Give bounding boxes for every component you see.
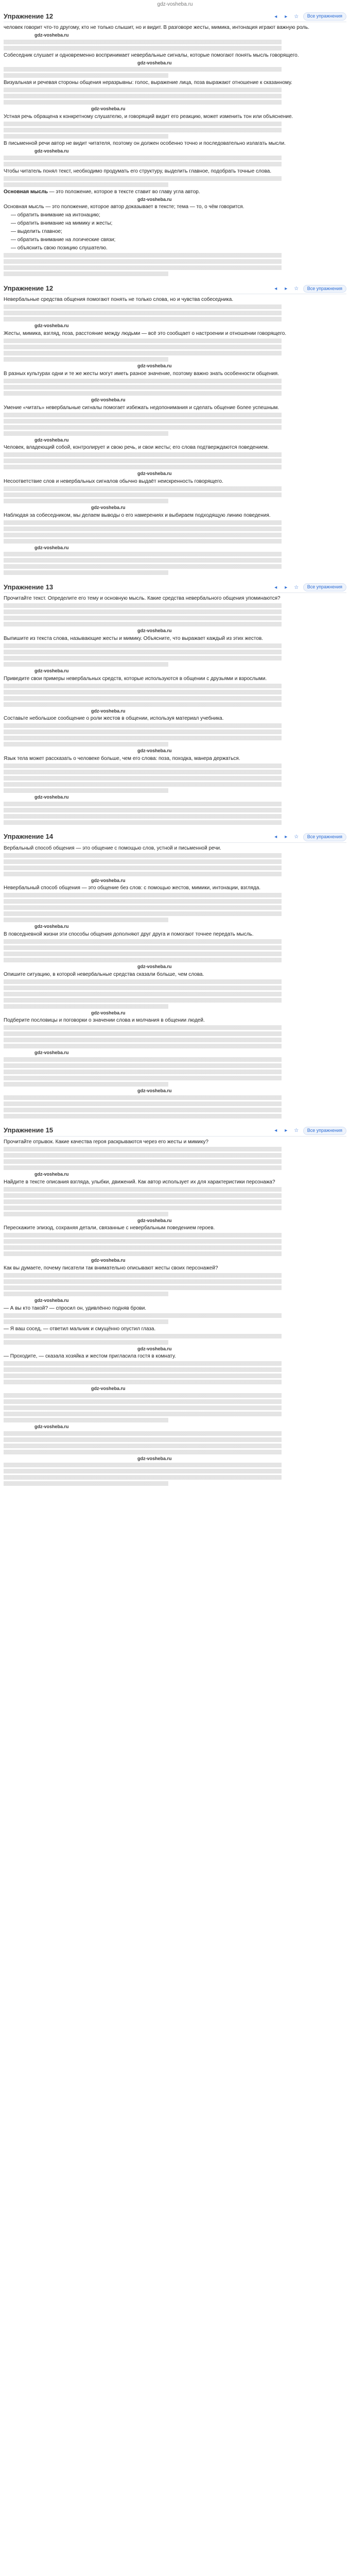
watermark: gdz-vosheba.ru (34, 437, 69, 443)
paragraph: Язык тела может рассказать о человеке больше, чем его слова: поза, походка, манера держаться. (4, 756, 240, 761)
dialogue-line: — А вы кто такой? — спросил он, удивлённо подняв брови. (4, 1305, 147, 1311)
watermark: gdz-vosheba.ru (91, 1258, 126, 1263)
exercise-block (4, 1126, 346, 1486)
paragraph: Невербальные средства общения помогают понять не только слова, но и чувства собеседника. (4, 297, 234, 303)
exercise-text (4, 24, 346, 276)
watermark: gdz-vosheba.ru (91, 1010, 126, 1015)
paragraph: Человек, владеющий собой, контролирует и свою речь, и свои жесты; его слова подтверждаются поведением. (4, 445, 269, 451)
paragraph: Составьте небольшое сообщение о роли жестов в общении, используя материал учебника. (4, 716, 224, 722)
answer-label: Основная мысль (4, 189, 48, 195)
watermark: gdz-vosheba.ru (137, 471, 172, 477)
answer-list (4, 212, 346, 251)
paragraph: Жесты, мимика, взгляд, поза, расстояние между людьми — всё это сообщает о настроении и отношении говорящего. (4, 331, 287, 337)
paragraph: Основная мысль — это положение, которое автор доказывает в тексте; тема — то, о чём говорится. (4, 204, 244, 210)
paragraph: Прочитайте текст. Определите его тему и основную мысль. Какие средства невербального общения упоминаются? (4, 596, 281, 602)
exercise-header (4, 283, 346, 294)
watermark: gdz-vosheba.ru (137, 363, 172, 369)
watermark: gdz-vosheba.ru (137, 628, 172, 634)
exercise-title: Упражнение 13 (4, 583, 54, 591)
exercise-toolbar (272, 285, 346, 293)
prev-arrow-icon[interactable]: ◂ (274, 285, 277, 292)
all-exercises-button[interactable]: Все упражнения (303, 1127, 346, 1135)
all-exercises-button[interactable]: Все упражнения (303, 285, 346, 293)
watermark: gdz-vosheba.ru (91, 877, 126, 883)
paragraph: Вербальный способ общения — это общение с помощью слов, устной и письменной речи. (4, 845, 221, 851)
watermark: gdz-vosheba.ru (91, 106, 126, 112)
watermark: gdz-vosheba.ru (34, 148, 69, 154)
exercise-toolbar (272, 12, 346, 21)
watermark: gdz-vosheba.ru (34, 32, 69, 38)
paragraph: Наблюдая за собеседником, мы делаем выводы о его намерениях и выбираем подходящую линию поведения. (4, 512, 271, 518)
watermark: gdz-vosheba.ru (91, 397, 126, 402)
paragraph: Приведите свои примеры невербальных средств, которые используются в общении с друзьями и взрослыми. (4, 675, 267, 682)
paragraph: Визуальная и речевая стороны общения неразрывны: голос, выражение лица, поза выражают отношение к сказанному. (4, 80, 292, 86)
exercises-page (0, 9, 350, 1486)
all-exercises-button[interactable]: Все упражнения (303, 833, 346, 841)
paragraph: Устная речь обращена к конкретному слушателю, и говорящий видит его реакцию, может изменить тон или объяснение. (4, 114, 293, 120)
prev-arrow-icon[interactable]: ◂ (274, 584, 277, 590)
all-exercises-button[interactable]: Все упражнения (303, 12, 346, 21)
exercise-block (4, 283, 346, 575)
exercise-header (4, 832, 346, 843)
exercise-toolbar (272, 1127, 346, 1135)
paragraph: Собеседник слушает и одновременно воспринимает невербальные сигналы, которые помогают понять мысль говорящего. (4, 52, 299, 58)
prev-arrow-icon[interactable]: ◂ (274, 834, 277, 840)
exercise-text (4, 1139, 346, 1486)
paragraph: человек говорит что-то другому, кто не только слышит, но и видит. В разговоре жесты, мимика, интонация играют важную роль. (4, 25, 309, 30)
bookmark-icon[interactable]: ☆ (294, 584, 299, 590)
paragraph: Найдите в тексте описания взгляда, улыбки, движений. Как автор использует их для характеристики персонажа? (4, 1179, 275, 1185)
watermark: gdz-vosheba.ru (137, 196, 172, 202)
watermark: gdz-vosheba.ru (137, 964, 172, 970)
next-arrow-icon[interactable]: ▸ (285, 834, 288, 840)
paragraph: Умение «читать» невербальные сигналы помогает избежать недопонимания и сделать общение более успешным. (4, 404, 279, 411)
exercise-title: Упражнение 12 (4, 12, 54, 20)
list-item: — объяснить свою позицию слушателю. (11, 245, 108, 251)
exercise-header (4, 1126, 346, 1137)
watermark: gdz-vosheba.ru (34, 545, 69, 550)
watermark: gdz-vosheba.ru (34, 1423, 69, 1429)
paragraph: В разных культурах одни и те же жесты могут иметь разное значение, поэтому важно знать особенности общения. (4, 370, 279, 377)
watermark: gdz-vosheba.ru (34, 323, 69, 329)
next-arrow-icon[interactable]: ▸ (285, 13, 288, 20)
exercise-block (4, 11, 346, 276)
answer-text: — это положение, которое в тексте ставит во главу угла автор. (49, 189, 200, 195)
bookmark-icon[interactable]: ☆ (294, 834, 299, 840)
paragraph: Выпишите из текста слова, называющие жесты и мимику. Объясните, что выражает каждый из этих жестов. (4, 635, 264, 641)
list-item: — выделить главное; (11, 229, 62, 235)
bookmark-icon[interactable]: ☆ (294, 285, 299, 292)
watermark: gdz-vosheba.ru (91, 1386, 126, 1392)
paragraph: Прочитайте отрывок. Какие качества героя раскрываются через его жесты и мимику? (4, 1139, 208, 1145)
prev-arrow-icon[interactable]: ◂ (274, 1128, 277, 1134)
dialogue-line: — Проходите, — сказала хозяйка и жестом пригласила гостя в комнату. (4, 1353, 176, 1360)
watermark: gdz-vosheba.ru (34, 668, 69, 673)
paragraph: В письменной речи автор не видит читателя, поэтому он должен особенно точно и последовательно излагать мысли. (4, 141, 286, 147)
bookmark-icon[interactable]: ☆ (294, 13, 299, 20)
watermark: gdz-vosheba.ru (137, 1346, 172, 1351)
next-arrow-icon[interactable]: ▸ (285, 584, 288, 590)
paragraph: Чтобы читатель понял текст, необходимо продумать его структуру, выделить главное, подобрать точные слова. (4, 168, 272, 174)
site-watermark-top: gdz-vosheba.ru (157, 2, 193, 7)
exercise-header (4, 11, 346, 22)
dialogue-line: — Я ваш сосед, — ответил мальчик и смущённо опустил глаза. (4, 1326, 156, 1332)
watermark: gdz-vosheba.ru (91, 708, 126, 714)
paragraph: Перескажите эпизод, сохраняя детали, связанные с невербальным поведением героев. (4, 1225, 215, 1231)
exercise-block (4, 832, 346, 1118)
exercise-title: Упражнение 15 (4, 1126, 54, 1134)
paragraph: Невербальный способ общения — это общение без слов: с помощью жестов, мимики, интонации, взгляда. (4, 885, 261, 891)
next-arrow-icon[interactable]: ▸ (285, 1128, 288, 1134)
exercise-header (4, 582, 346, 593)
exercise-toolbar (272, 583, 346, 591)
exercise-text (4, 845, 346, 1118)
answer-paragraph (4, 189, 346, 195)
paragraph: В повседневной жизни эти способы общения дополняют друг друга и помогают точнее передать мысль. (4, 931, 254, 938)
watermark: gdz-vosheba.ru (34, 1050, 69, 1056)
bookmark-icon[interactable]: ☆ (294, 1128, 299, 1134)
exercise-title: Упражнение 12 (4, 284, 54, 292)
exercise-text (4, 296, 346, 575)
next-arrow-icon[interactable]: ▸ (285, 285, 288, 292)
watermark: gdz-vosheba.ru (137, 1088, 172, 1094)
watermark: gdz-vosheba.ru (34, 794, 69, 800)
prev-arrow-icon[interactable]: ◂ (274, 13, 277, 20)
list-item: — обратить внимание на интонацию; (11, 212, 100, 218)
watermark: gdz-vosheba.ru (137, 60, 172, 65)
watermark: gdz-vosheba.ru (91, 504, 126, 510)
exercise-block (4, 582, 346, 824)
list-item: — обратить внимание на логические связи; (11, 237, 116, 243)
watermark: gdz-vosheba.ru (137, 1455, 172, 1461)
paragraph: Несоответствие слов и невербальных сигналов обычно выдаёт неискренность говорящего. (4, 478, 223, 484)
watermark: gdz-vosheba.ru (34, 1171, 69, 1177)
exercise-text (4, 595, 346, 824)
paragraph: Подберите пословицы и поговорки о значении слова и молчания в общении людей. (4, 1018, 205, 1024)
exercise-toolbar (272, 833, 346, 841)
watermark: gdz-vosheba.ru (137, 1217, 172, 1223)
paragraph: Как вы думаете, почему писатели так внимательно описывают жесты своих персонажей? (4, 1265, 218, 1271)
all-exercises-button[interactable]: Все упражнения (303, 583, 346, 591)
watermark: gdz-vosheba.ru (34, 1297, 69, 1303)
list-item: — обратить внимание на мимику и жесты; (11, 221, 113, 227)
paragraph: Опишите ситуацию, в которой невербальные средства сказали больше, чем слова. (4, 971, 204, 977)
exercise-title: Упражнение 14 (4, 833, 54, 841)
watermark: gdz-vosheba.ru (34, 924, 69, 929)
watermark: gdz-vosheba.ru (137, 748, 172, 754)
